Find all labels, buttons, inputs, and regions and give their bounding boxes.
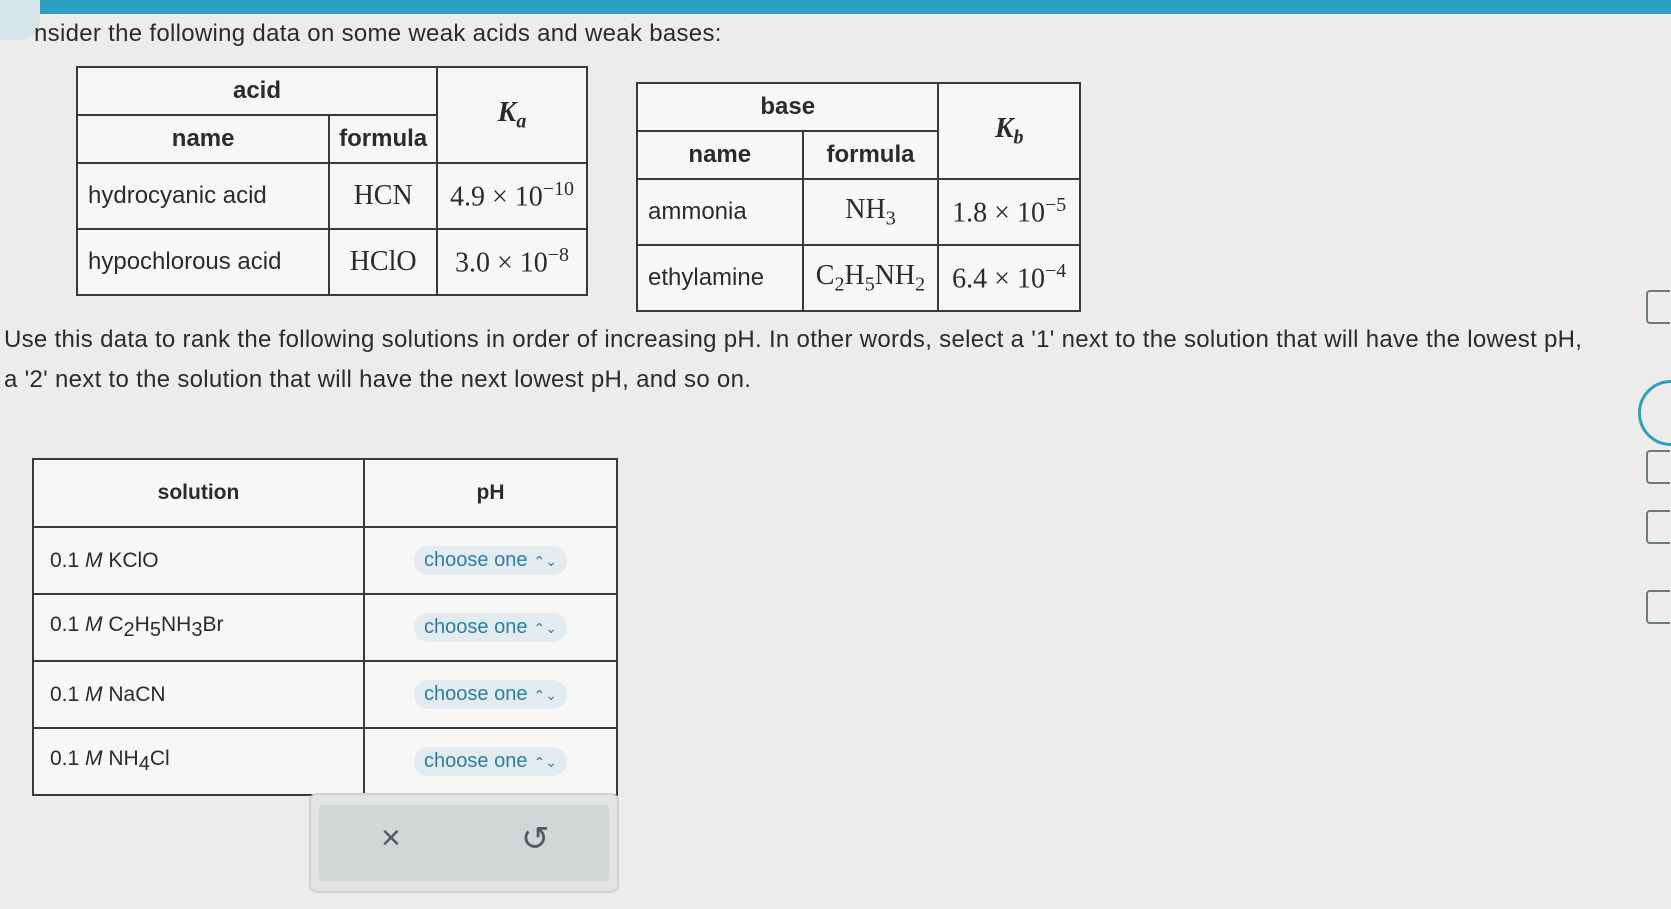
top-accent-bar [0,0,1671,14]
ph-rank-select[interactable]: choose one ⌃⌄ [414,680,567,709]
table-row [33,728,617,795]
calculator-icon[interactable] [1646,290,1670,324]
right-toolbar [1638,230,1671,650]
chart-icon[interactable] [1646,450,1670,484]
solution-header: solution [33,459,364,527]
solution-label: 0.1 M NaCN [33,661,364,728]
acid-formula-header: formula [329,115,437,163]
acid-table [76,66,588,296]
ph-rank-select[interactable]: choose one ⌃⌄ [414,613,567,642]
acid-ka: $3.0 \times 10^{-8}$ [437,229,587,295]
ph-rank-select[interactable]: choose one ⌃⌄ [414,546,567,575]
reference-icon[interactable] [1646,590,1670,624]
base-row [637,245,1080,311]
acid-name: hypochlorous acid [77,229,329,295]
answer-actions [309,793,619,893]
base-row [637,179,1080,245]
acid-row [77,229,587,295]
table-row [33,527,617,594]
intro-text: nsider the following data on some weak acids and weak bases: [34,20,722,47]
chevron-updown-icon: ⌃⌄ [533,687,557,703]
help-icon[interactable] [1638,380,1671,446]
ka-header: $K_a$ [437,67,587,163]
ph-header: pH [364,459,617,527]
table-row [33,661,617,728]
base-group-header: base [637,83,938,131]
base-formula: $NH_3$ [803,179,939,245]
actions-panel [319,805,609,881]
table-row [33,594,617,661]
base-name: ammonia [637,179,803,245]
solution-table [32,458,618,796]
base-name-header: name [637,131,803,179]
base-table [636,82,1081,312]
undo-button[interactable]: ↺ [521,820,550,858]
ph-rank-select[interactable]: choose one ⌃⌄ [414,747,567,776]
base-formula-header: formula [803,131,939,179]
kb-header: $K_b$ [938,83,1080,179]
base-formula: $C_2H_5NH_2$ [803,245,939,311]
solution-label: 0.1 M KClO [33,527,364,594]
acid-name-header: name [77,115,329,163]
text-icon[interactable] [1646,510,1670,544]
chevron-updown-icon: ⌃⌄ [533,553,557,569]
instructions-text: Use this data to rank the following solutions in order of increasing pH. In other words, select a '1' next to the solution that will have the lowest pH, a '2' next to the solution that will have the next lowest pH, and so on. [4,326,1583,393]
acid-row [77,163,587,229]
acid-name: hydrocyanic acid [77,163,329,229]
acid-group-header: acid [77,67,437,115]
base-name: ethylamine [637,245,803,311]
chevron-updown-icon: ⌃⌄ [533,620,557,636]
base-kb: $6.4 \times 10^{-4}$ [938,245,1080,311]
acid-ka: $4.9 \times 10^{-10}$ [437,163,587,229]
base-kb: $1.8 \times 10^{-5}$ [938,179,1080,245]
acid-formula: HClO [329,229,437,295]
solution-label: 0.1 M $NH_4Cl$ [33,728,364,795]
solution-label: 0.1 M $C_2H_5NH_3Br$ [33,594,364,661]
chevron-updown-icon: ⌃⌄ [533,754,557,770]
clear-button[interactable]: × [381,819,401,857]
acid-formula: HCN [329,163,437,229]
